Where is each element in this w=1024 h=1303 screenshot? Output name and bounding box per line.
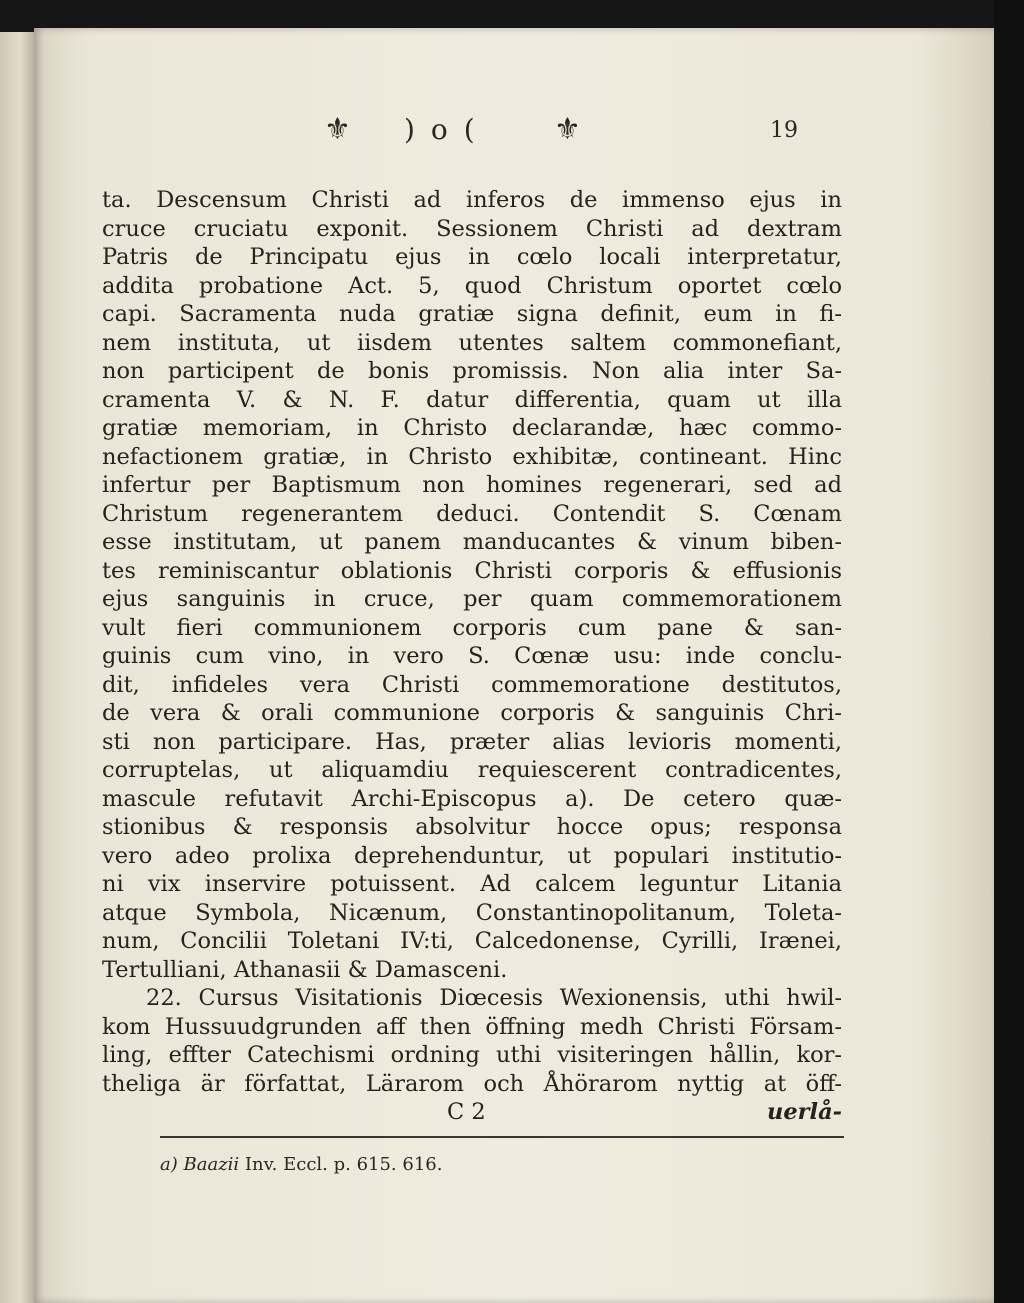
text-line: non participent de bonis promissis. Non alia inter Sa-: [102, 358, 842, 384]
footnote-reference: Inv. Eccl. p. 615. 616.: [244, 1154, 443, 1175]
text-line: dit, infideles vera Christi commemoratione destitutos,: [102, 671, 842, 698]
text-line: capi. Sacramenta nuda gratiæ signa definit, eum in fi-: [102, 301, 842, 327]
text-line: de vera & orali communione corporis & sanguinis Chri-: [102, 700, 842, 726]
text-line: ejus sanguinis in cruce, per quam commemorationem: [102, 586, 842, 612]
text-line: infertur per Baptismum non homines regenerari, sed ad: [102, 472, 842, 498]
catchword: uerlå-: [767, 1099, 842, 1125]
text-line: 22. Cursus Visitationis Diœcesis Wexionensis, uthi hwil-: [146, 985, 842, 1011]
text-line: gratiæ memoriam, in Christo declarandæ, hæc commo-: [102, 415, 842, 441]
text-line: guinis cum vino, in vero S. Cœnæ usu: inde conclu-: [102, 643, 842, 669]
text-line: esse institutam, ut panem manducantes & vinum biben-: [102, 529, 842, 555]
fleuron-left-icon: ⚜: [324, 112, 351, 147]
text-line: cramenta V. & N. F. datur differentia, quam ut illa: [102, 386, 842, 413]
text-line: ni vix inservire potuissent. Ad calcem leguntur Litania: [102, 871, 842, 897]
text-line: vult fieri communionem corporis cum pane & san-: [102, 614, 842, 641]
text-line: stionibus & responsis absolvitur hocce opus; responsa: [102, 814, 842, 840]
text-line: Patris de Principatu ejus in cœlo locali interpretatur,: [102, 244, 842, 270]
text-line: ta. Descensum Christi ad inferos de immenso ejus in: [102, 187, 842, 213]
footnote-divider: [160, 1136, 844, 1138]
text-line: nem instituta, ut iisdem utentes saltem commonefiant,: [102, 329, 842, 356]
text-line: vero adeo prolixa deprehenduntur, ut populari institutio-: [102, 842, 842, 869]
text-line: tes reminiscantur oblationis Christi corporis & effusionis: [102, 557, 842, 584]
footnote-author: Baazii: [183, 1154, 240, 1175]
fleuron-right-icon: ⚜: [554, 112, 581, 147]
text-line: nefactionem gratiæ, in Christo exhibitæ, contineant. Hinc: [102, 443, 842, 470]
text-line: Tertulliani, Athanasii & Damasceni.: [102, 956, 508, 983]
text-line: ling, effter Catechismi ordning uthi visiteringen hållin, kor-: [102, 1042, 842, 1068]
previous-page-edge: [0, 32, 34, 1303]
text-line: cruce cruciatu exponit. Sessionem Christi ad dextram: [102, 215, 842, 242]
footnote: [160, 1152, 442, 1178]
header-title: )o(: [404, 113, 491, 146]
body-text: [102, 186, 842, 1127]
text-line: addita probatione Act. 5, quod Christum oportet cœlo: [102, 272, 842, 299]
text-line: sti non participare. Has, præter alias levioris momenti,: [102, 728, 842, 755]
text-line: kom Hussuudgrunden aff then öffning medh Christi Försam-: [102, 1013, 842, 1040]
text-line: num, Concilii Toletani IV:ti, Calcedonense, Cyrilli, Irænei,: [102, 928, 842, 954]
text-line: corruptelas, ut aliquamdiu requiescerent contradicentes,: [102, 757, 842, 783]
text-line: atque Symbola, Nicænum, Constantinopolitanum, Toleta-: [102, 899, 842, 926]
footnote-mark: a): [160, 1154, 178, 1175]
text-line: Christum regenerantem deduci. Contendit S. Cœnam: [102, 500, 842, 527]
page: [34, 28, 994, 1303]
signature-mark: C 2: [447, 1099, 486, 1125]
text-line: theliga är författat, Lärarom och Åhörarom nyttig at öff-: [102, 1070, 842, 1097]
running-header: [34, 110, 994, 160]
signature-line: [102, 1098, 842, 1127]
page-number: 19: [770, 118, 798, 143]
text-line: mascule refutavit Archi-Episcopus a). De cetero quæ-: [102, 785, 842, 812]
scan-background: [994, 0, 1024, 1303]
